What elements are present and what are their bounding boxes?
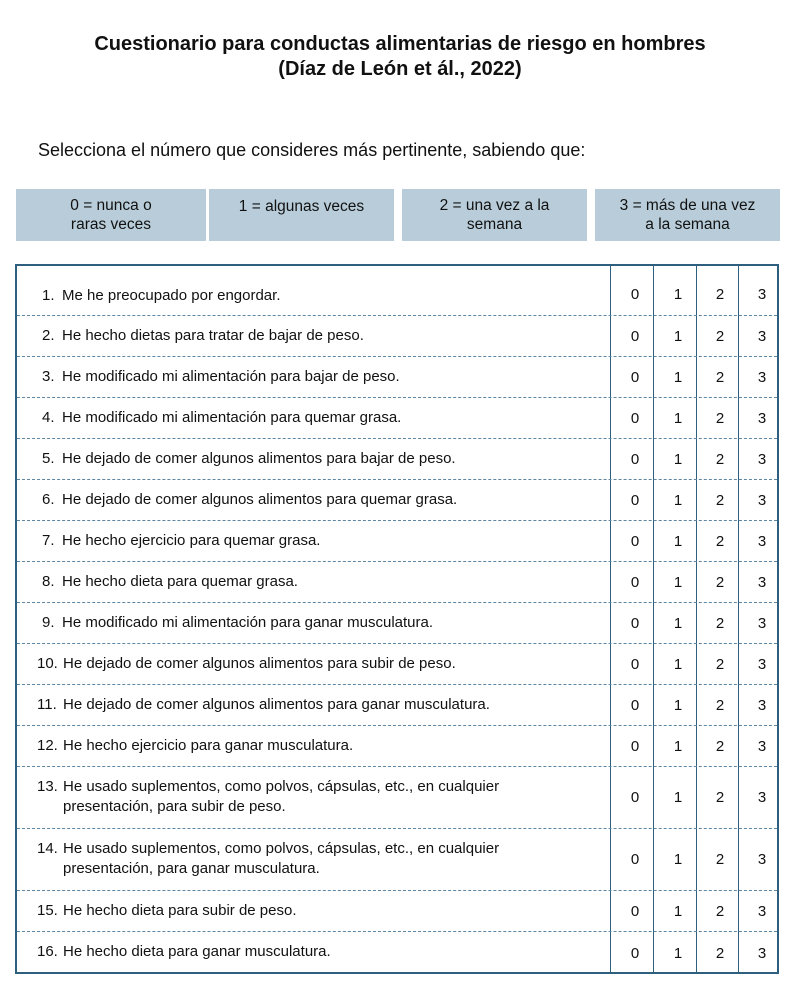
answer-option-2[interactable]: 2 [715,286,725,303]
question-number: 6. [42,491,55,508]
answer-option-3[interactable]: 3 [757,615,767,632]
question-number: 3. [42,368,55,385]
answer-option-0[interactable]: 0 [630,656,640,673]
answer-option-1[interactable]: 1 [673,945,683,962]
answer-option-0[interactable]: 0 [630,738,640,755]
answer-option-2[interactable]: 2 [715,533,725,550]
answer-option-3[interactable]: 3 [757,410,767,427]
question-text: He hecho dieta para ganar musculatura. [63,943,331,960]
question-text: He dejado de comer algunos alimentos para subir de peso. [63,655,456,672]
title-line-2: (Díaz de León et ál., 2022) [278,58,522,80]
answer-option-1[interactable]: 1 [673,615,683,632]
answer-option-1[interactable]: 1 [673,697,683,714]
question-text-block [42,480,637,521]
question-text-block [37,767,632,829]
answer-option-2[interactable]: 2 [715,574,725,591]
answer-option-2[interactable]: 2 [715,851,725,868]
answer-option-0[interactable]: 0 [630,328,640,345]
answer-option-0[interactable]: 0 [630,697,640,714]
answer-option-0[interactable]: 0 [630,492,640,509]
answer-option-2[interactable]: 2 [715,945,725,962]
scale-legend [0,189,800,241]
question-number: 2. [42,327,55,344]
answer-option-0[interactable]: 0 [630,410,640,427]
answer-option-1[interactable]: 1 [673,851,683,868]
answer-option-0[interactable]: 0 [630,851,640,868]
legend-cell-2 [402,189,587,241]
answer-option-3[interactable]: 3 [757,574,767,591]
question-row [17,891,777,932]
answer-option-2[interactable]: 2 [715,410,725,427]
answer-option-1[interactable]: 1 [673,574,683,591]
question-text-block [37,932,632,975]
question-number: 1. [42,287,55,304]
legend-label-0: 0 = nunca o raras veces [70,197,152,233]
answer-option-3[interactable]: 3 [757,369,767,386]
question-number: 12. [37,737,58,754]
question-number: 16. [37,943,58,960]
question-text: He usado suplementos, como polvos, cápsulas, etc., en cualquier presentación, para subir de peso. [63,778,500,815]
answer-option-1[interactable]: 1 [673,533,683,550]
question-text-block [42,316,637,357]
answer-option-3[interactable]: 3 [757,738,767,755]
answer-option-1[interactable]: 1 [673,789,683,806]
answer-option-2[interactable]: 2 [715,451,725,468]
answer-option-2[interactable]: 2 [715,697,725,714]
answer-option-1[interactable]: 1 [673,328,683,345]
question-row [17,562,777,603]
question-text: He hecho ejercicio para ganar musculatura. [63,737,354,754]
answer-option-1[interactable]: 1 [673,286,683,303]
question-number: 13. [37,778,58,795]
question-number: 11. [37,696,57,713]
question-text-block [37,829,632,891]
question-row [17,398,777,439]
question-row [17,357,777,398]
question-text: He hecho dietas para tratar de bajar de peso. [62,327,364,344]
question-text: He dejado de comer algunos alimentos para ganar musculatura. [63,696,490,713]
legend-label-3: 3 = más de una vez a la semana [619,197,756,233]
question-text: He modificado mi alimentación para bajar de peso. [62,368,400,385]
question-text-block [42,439,637,480]
question-text-block [37,891,632,932]
answer-option-0[interactable]: 0 [630,789,640,806]
question-row [17,726,777,767]
question-number: 7. [42,532,55,549]
question-text: He hecho dieta para quemar grasa. [62,573,298,590]
question-number: 10. [37,655,58,672]
answer-option-1[interactable]: 1 [673,369,683,386]
answer-option-3[interactable]: 3 [757,656,767,673]
answer-option-3[interactable]: 3 [757,328,767,345]
answer-option-2[interactable]: 2 [715,738,725,755]
question-text-block [37,685,632,726]
question-text: He dejado de comer algunos alimentos para bajar de peso. [62,450,456,467]
answer-option-0[interactable]: 0 [630,286,640,303]
question-text: Me he preocupado por engordar. [62,287,281,304]
question-number: 9. [42,614,55,631]
answer-option-1[interactable]: 1 [673,451,683,468]
answer-option-0[interactable]: 0 [630,369,640,386]
question-text-block [37,644,632,685]
answer-option-3[interactable]: 3 [757,533,767,550]
answer-option-0[interactable]: 0 [630,451,640,468]
question-row [17,603,777,644]
legend-label-2: 2 = una vez a la semana [439,197,550,233]
question-text-block [37,726,632,767]
instruction-text: Selecciona el número que consideres más pertinente, sabiendo que: [38,140,586,160]
title-line-1: Cuestionario para conductas alimentarias de riesgo en hombres [94,33,706,55]
answer-option-3[interactable]: 3 [757,903,767,920]
question-text: He usado suplementos, como polvos, cápsulas, etc., en cualquier presentación, para ganar musculatura. [63,840,500,877]
answer-option-2[interactable]: 2 [715,492,725,509]
answer-option-0[interactable]: 0 [630,533,640,550]
answer-option-3[interactable]: 3 [757,492,767,509]
question-text: He modificado mi alimentación para quemar grasa. [62,409,402,426]
legend-cell-3 [595,189,780,241]
question-row [17,829,777,891]
question-number: 4. [42,409,55,426]
question-text-block [42,357,637,398]
legend-cell-0 [16,189,206,241]
question-row [17,932,777,975]
answer-option-3[interactable]: 3 [757,789,767,806]
answer-option-2[interactable]: 2 [715,328,725,345]
answer-option-2[interactable]: 2 [715,656,725,673]
question-text: He hecho ejercicio para quemar grasa. [62,532,321,549]
question-row [17,316,777,357]
question-text: He modificado mi alimentación para ganar musculatura. [62,614,434,631]
question-text-block [42,562,637,603]
answer-option-0[interactable]: 0 [630,903,640,920]
answer-option-2[interactable]: 2 [715,615,725,632]
answer-option-2[interactable]: 2 [715,903,725,920]
answer-option-1[interactable]: 1 [673,656,683,673]
answer-option-2[interactable]: 2 [715,369,725,386]
legend-cell-1 [209,189,394,241]
questionnaire-table [15,264,779,974]
answer-option-1[interactable]: 1 [673,903,683,920]
question-row [17,521,777,562]
answer-option-3[interactable]: 3 [757,851,767,868]
question-row [17,644,777,685]
question-row [17,767,777,829]
answer-option-1[interactable]: 1 [673,410,683,427]
question-text-block [42,603,637,644]
question-text-block [42,521,637,562]
question-row [17,439,777,480]
answer-option-1[interactable]: 1 [673,492,683,509]
answer-option-3[interactable]: 3 [757,697,767,714]
answer-option-0[interactable]: 0 [630,945,640,962]
question-number: 5. [42,450,55,467]
answer-option-3[interactable]: 3 [757,945,767,962]
question-number: 8. [42,573,55,590]
question-number: 15. [37,902,58,919]
answer-option-3[interactable]: 3 [757,286,767,303]
question-row [17,685,777,726]
legend-label-1: 1 = algunas veces [238,198,365,215]
answer-option-3[interactable]: 3 [757,451,767,468]
question-text: He hecho dieta para subir de peso. [63,902,297,919]
answer-option-0[interactable]: 0 [630,574,640,591]
answer-option-0[interactable]: 0 [630,615,640,632]
question-row [17,266,777,316]
page-title [0,32,800,82]
question-number: 14. [37,840,58,857]
question-row [17,480,777,521]
answer-option-2[interactable]: 2 [715,789,725,806]
question-text-block [42,398,637,439]
question-text: He dejado de comer algunos alimentos para quemar grasa. [62,491,458,508]
answer-option-1[interactable]: 1 [673,738,683,755]
